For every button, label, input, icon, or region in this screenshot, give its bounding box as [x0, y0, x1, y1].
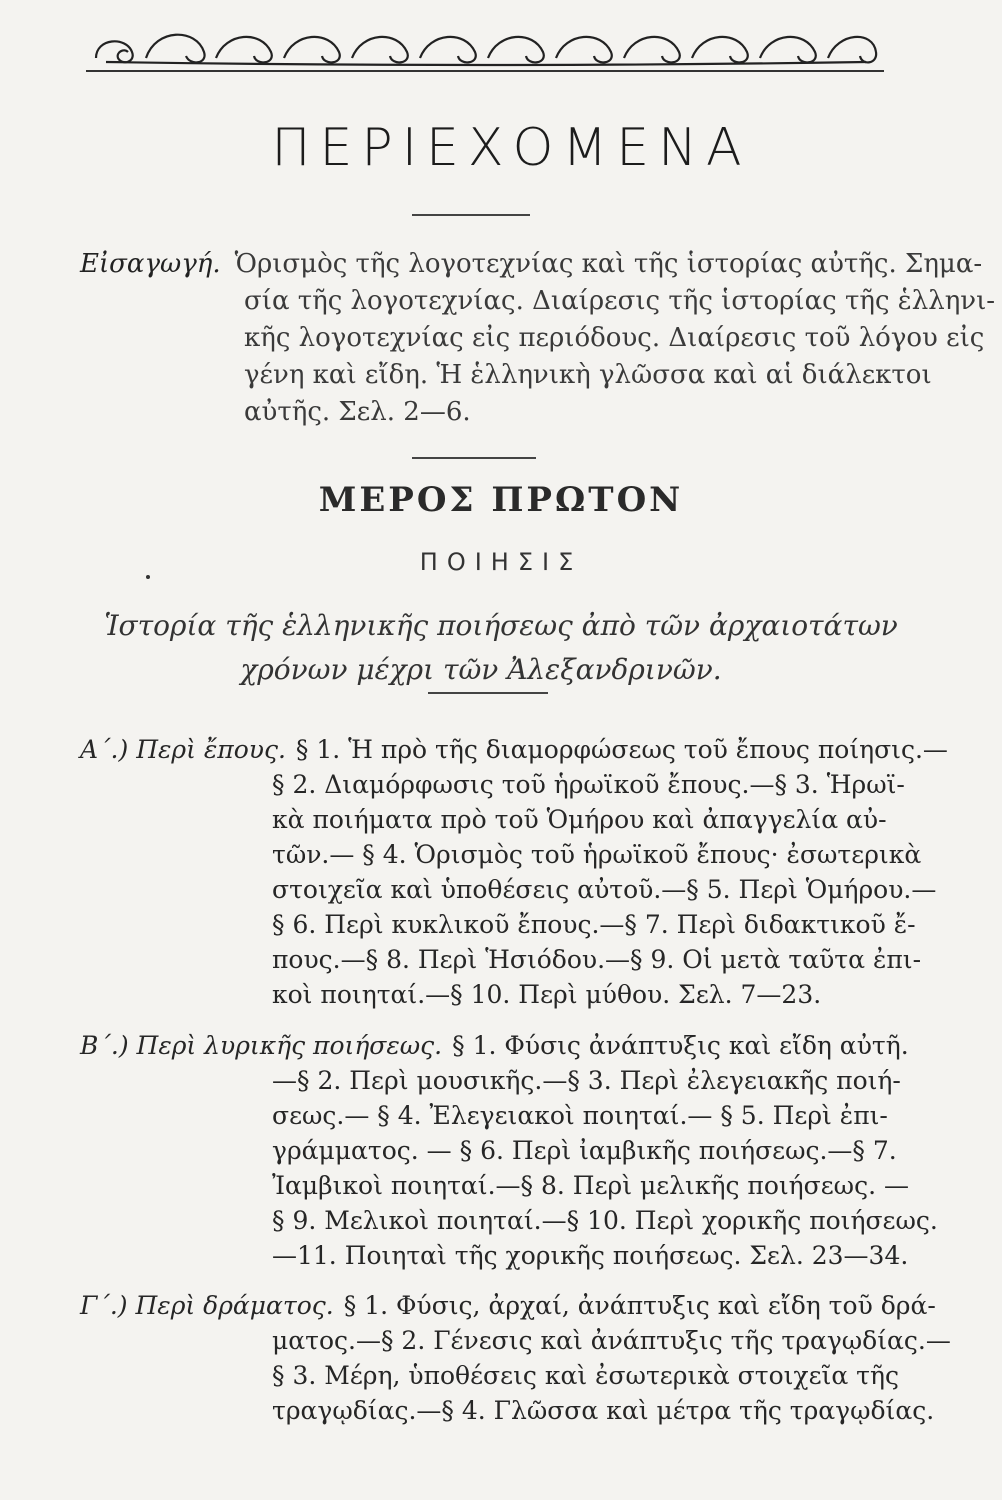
section-line: κὰ ποιήματα πρὸ τοῦ Ὁμήρου καὶ ἀπαγγελία αὐ-	[272, 805, 887, 834]
page-title: ΠΕΡΙΕΧΟΜΕΝΑ	[271, 118, 751, 178]
section-line: § 1. Ἡ πρὸ τῆς διαμορφώσεως τοῦ ἔπους ποίησις.—	[295, 735, 948, 764]
section-line: § 6. Περὶ κυκλικοῦ ἔπους.—§ 7. Περὶ διδακτικοῦ ἔ-	[272, 910, 916, 939]
section-line: § 2. Διαμόρφωσις τοῦ ἡρωϊκοῦ ἔπους.—§ 3. Ἡρωϊ-	[272, 770, 905, 799]
section-line: § 1. Φύσις ἀνάπτυξις καὶ εἴδη αὐτῆ.	[452, 1031, 909, 1060]
introduction-line: σία τῆς λογοτεχνίας. Διαίρεσις τῆς ἱστορίας τῆς ἑλληνι-	[244, 286, 996, 316]
section-line: σεως.— § 4. Ἐλεγειακοὶ ποιηταί.— § 5. Περὶ ἐπι-	[272, 1101, 888, 1130]
introduction-divider	[412, 457, 536, 459]
section-line: πους.—§ 8. Περὶ Ἡσιόδου.—§ 9. Οἱ μετὰ ταῦτα ἐπι-	[272, 945, 922, 974]
introduction-line: Ὁρισμὸς τῆς λογοτεχνίας καὶ τῆς ἱστορίας αὐτῆς. Σημα-	[234, 249, 983, 279]
decorative-header-ornament	[86, 18, 886, 72]
section-line: —11. Ποιηταὶ τῆς χορικῆς ποιήσεως. Σελ. 23—34.	[272, 1241, 909, 1270]
introduction-line: γένη καὶ εἴδη. Ἡ ἑλληνικὴ γλῶσσα καὶ αἱ διάλεκτοι	[244, 360, 932, 390]
introduction-label: Εἰσαγωγή.	[80, 249, 221, 279]
introduction-entry	[80, 246, 996, 431]
part-title: ΜΕΡΟΣ ΠΡΩΤΟΝ	[318, 480, 684, 520]
section-line: στοιχεῖα καὶ ὑποθέσεις αὐτοῦ.—§ 5. Περὶ Ὁμήρου.—	[272, 875, 937, 904]
part-subtitle: ΠΟΙΗΣΙΣ	[419, 548, 583, 576]
history-heading	[0, 604, 1002, 692]
section-line: τραγῳδίας.—§ 4. Γλῶσσα καὶ μέτρα τῆς τραγῳδίας.	[272, 1396, 935, 1425]
ornament-rule	[86, 70, 884, 72]
section-line: § 3. Μέρη, ὑποθέσεις καὶ ἐσωτερικὰ στοιχεῖα τῆς	[272, 1361, 899, 1390]
toc-section-epic	[80, 732, 948, 1012]
section-line: § 1. Φύσις, ἀρχαί, ἀνάπτυξις καὶ εἴδη τοῦ δρά-	[343, 1291, 936, 1320]
section-line: κοὶ ποιηταί.—§ 10. Περὶ μύθου. Σελ. 7—23.	[272, 980, 822, 1009]
section-line: τῶν.— § 4. Ὁρισμὸς τοῦ ἡρωϊκοῦ ἔπους· ἐσωτερικὰ	[272, 840, 922, 869]
section-line: —§ 2. Περὶ μουσικῆς.—§ 3. Περὶ ἐλεγειακῆς ποιή-	[272, 1066, 901, 1095]
history-line: χρόνων μέχρι τῶν Ἀλεξανδρινῶν.	[240, 653, 722, 686]
history-line: Ἱστορία τῆς ἑλληνικῆς ποιήσεως ἀπὸ τῶν ἀρχαιοτάτων	[104, 609, 898, 642]
section-line: ματος.—§ 2. Γένεσις καὶ ἀνάπτυξις τῆς τραγῳδίας.—	[272, 1326, 951, 1355]
title-divider	[412, 214, 530, 216]
toc-section-lyric	[80, 1028, 938, 1273]
section-line: § 9. Μελικοὶ ποιηταί.—§ 10. Περὶ χορικῆς ποιήσεως.	[272, 1206, 938, 1235]
section-line: γράμματος. — § 6. Περὶ ἰαμβικῆς ποιήσεως.—§ 7.	[272, 1136, 897, 1165]
introduction-line: αὐτῆς. Σελ. 2—6.	[244, 397, 471, 427]
section-line: Ἰαμβικοὶ ποιηταί.—§ 8. Περὶ μελικῆς ποιήσεως. —	[272, 1171, 909, 1200]
toc-section-drama	[80, 1288, 951, 1428]
section-label: Γ΄.) Περὶ δράματος.	[80, 1291, 334, 1320]
section-label: Β΄.) Περὶ λυρικῆς ποιήσεως.	[80, 1031, 443, 1060]
introduction-line: κῆς λογοτεχνίας εἰς περιόδους. Διαίρεσις τοῦ λόγου εἰς	[244, 323, 985, 353]
stray-dot	[146, 575, 150, 579]
history-divider	[428, 692, 548, 694]
section-label: Α΄.) Περὶ ἔπους.	[80, 735, 286, 764]
